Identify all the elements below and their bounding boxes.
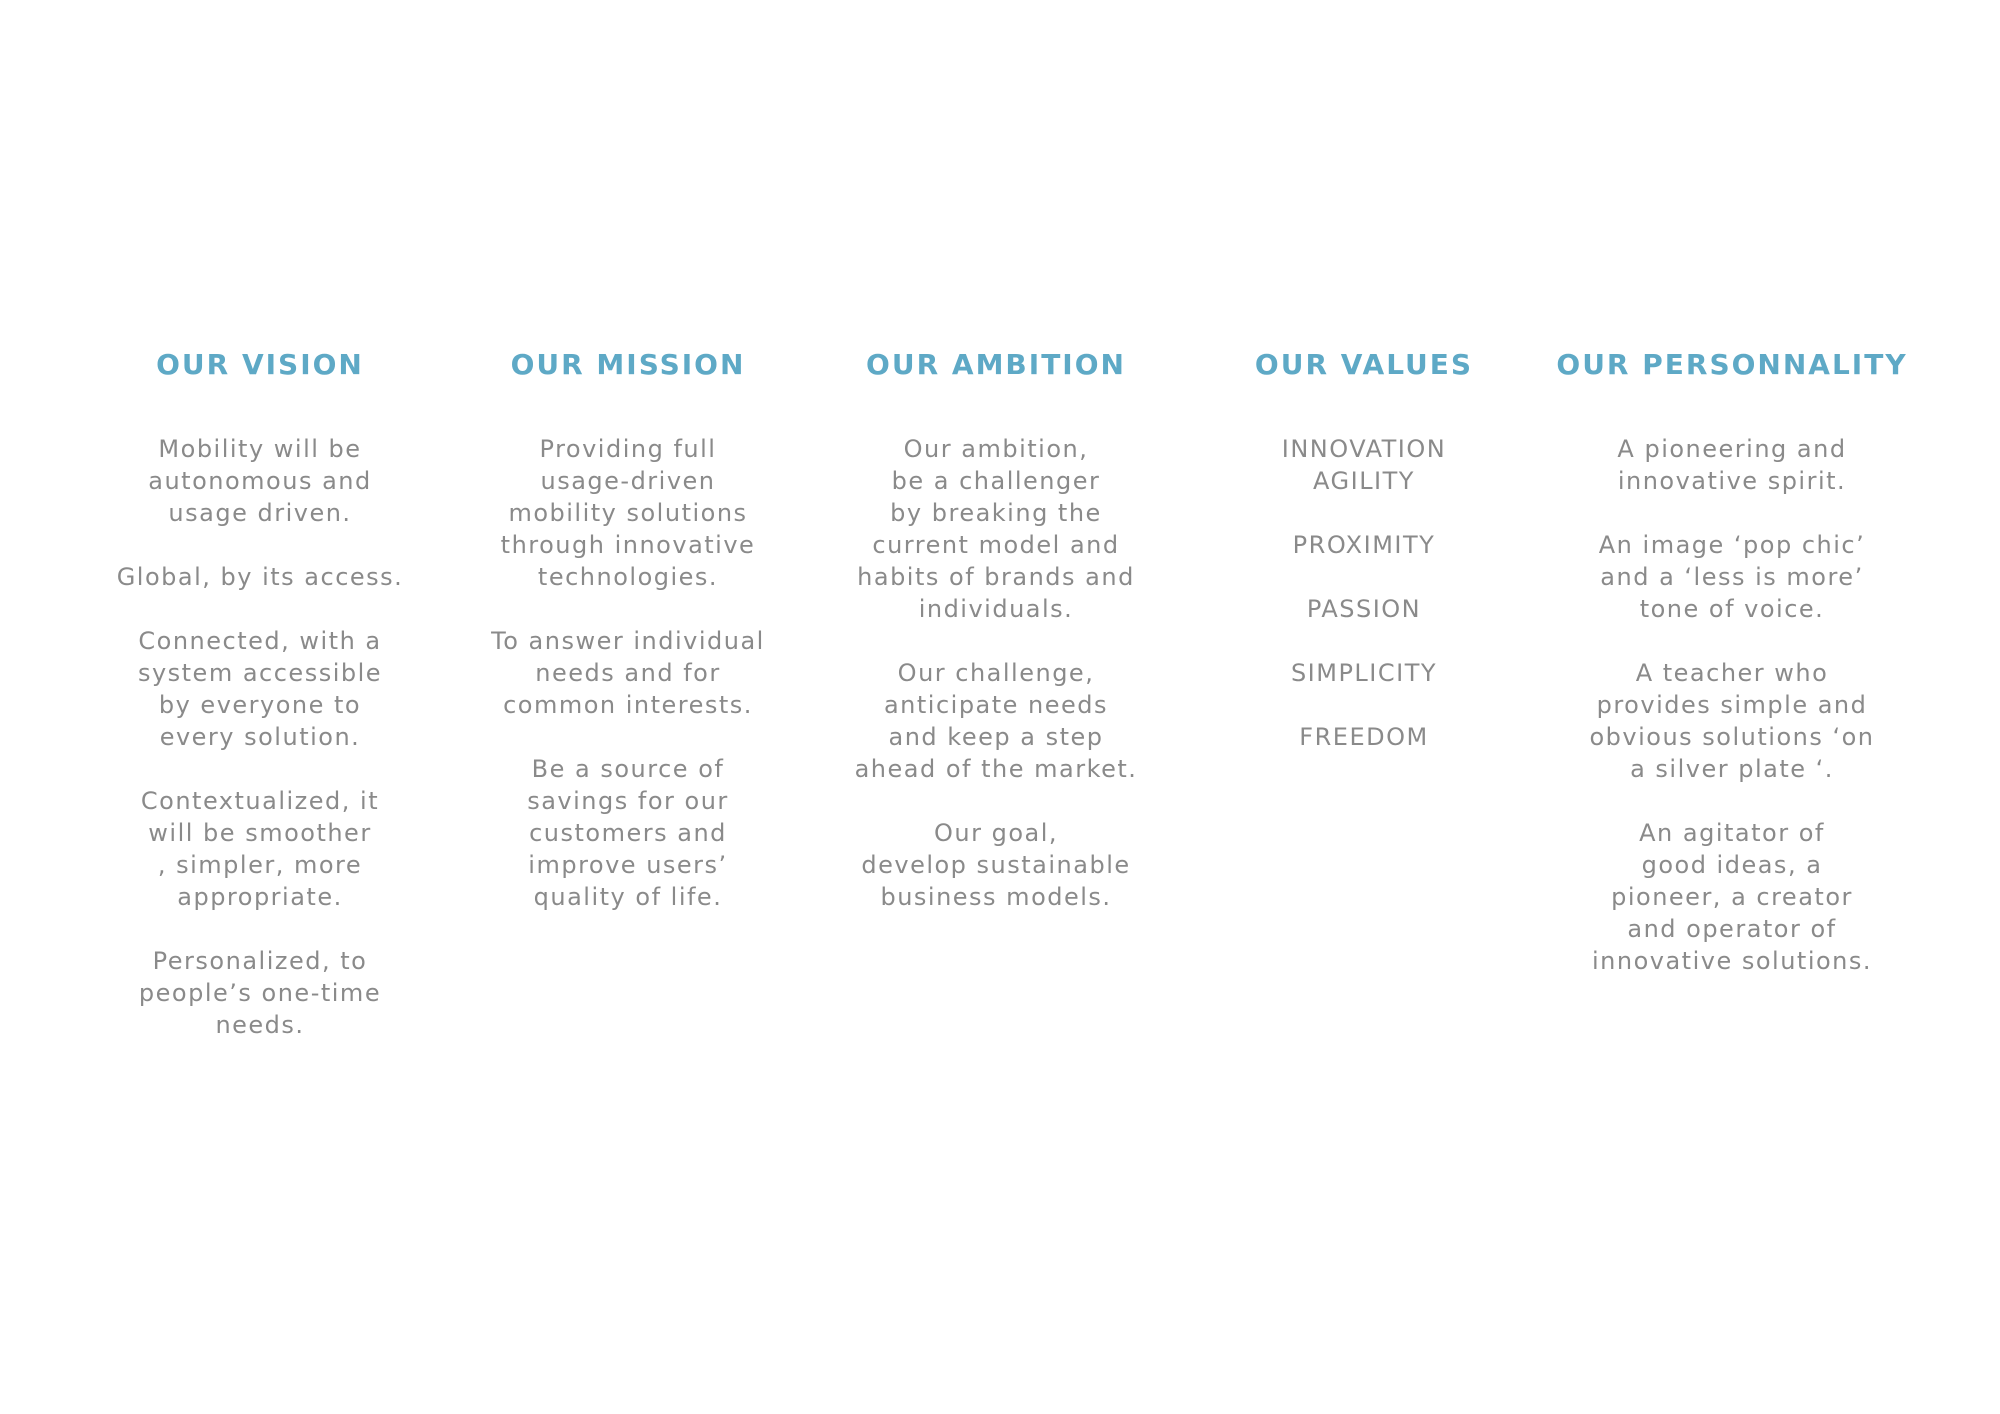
value-item: INNOVATION xyxy=(1281,435,1447,463)
column-vision xyxy=(80,345,440,1041)
values-paragraph xyxy=(1184,529,1544,561)
text-line: Connected, with a xyxy=(138,627,382,655)
text-line: Mobility will be xyxy=(158,435,362,463)
text-line: and a ‘less is more’ xyxy=(1600,563,1864,591)
values-text xyxy=(1184,433,1544,753)
text-line: common interests. xyxy=(503,691,753,719)
text-line: innovative spirit. xyxy=(1617,467,1847,495)
text-line: and operator of xyxy=(1627,915,1837,943)
text-line: obvious solutions ‘on xyxy=(1589,723,1875,751)
mission-paragraph xyxy=(448,753,808,913)
personality-paragraph xyxy=(1552,529,1912,625)
text-line: To answer individual xyxy=(491,627,765,655)
mission-paragraph xyxy=(448,433,808,593)
text-line: habits of brands and xyxy=(857,563,1135,591)
column-ambition xyxy=(816,345,1176,913)
vision-text xyxy=(80,433,440,1041)
text-line: savings for our xyxy=(527,787,729,815)
text-line: a silver plate ‘. xyxy=(1630,755,1834,783)
personality-paragraph xyxy=(1552,817,1912,977)
value-item: PASSION xyxy=(1306,595,1422,623)
text-line: usage-driven xyxy=(540,467,716,495)
text-line: Our ambition, xyxy=(903,435,1089,463)
mission-text xyxy=(448,433,808,913)
text-line: , simpler, more xyxy=(157,851,363,879)
text-line: An image ‘pop chic’ xyxy=(1598,531,1866,559)
text-line: through innovative xyxy=(500,531,756,559)
ambition-paragraph xyxy=(816,817,1176,913)
text-line: pioneer, a creator xyxy=(1611,883,1853,911)
vision-paragraph xyxy=(80,433,440,529)
ambition-heading: OUR AMBITION xyxy=(866,348,1126,381)
vision-paragraph xyxy=(80,561,440,593)
text-line: An agitator of xyxy=(1639,819,1825,847)
column-values xyxy=(1184,345,1544,753)
text-line: by breaking the xyxy=(890,499,1102,527)
text-line: business models. xyxy=(880,883,1112,911)
text-line: mobility solutions xyxy=(508,499,748,527)
text-line: Our challenge, xyxy=(897,659,1095,687)
personality-paragraph xyxy=(1552,657,1912,785)
text-line: by everyone to xyxy=(158,691,362,719)
values-heading: OUR VALUES xyxy=(1254,348,1474,381)
value-item: FREEDOM xyxy=(1299,723,1429,751)
text-line: system accessible xyxy=(137,659,383,687)
text-line: Contextualized, it xyxy=(140,787,380,815)
vision-paragraph xyxy=(80,625,440,753)
text-line: quality of life. xyxy=(533,883,723,911)
text-line: appropriate. xyxy=(177,883,343,911)
text-line: A pioneering and xyxy=(1617,435,1847,463)
text-line: be a challenger xyxy=(891,467,1101,495)
personality-paragraph xyxy=(1552,433,1912,497)
text-line: innovative solutions. xyxy=(1591,947,1873,975)
text-line: will be smoother xyxy=(148,819,372,847)
text-line: individuals. xyxy=(918,595,1074,623)
column-mission xyxy=(448,345,808,913)
text-line: tone of voice. xyxy=(1639,595,1825,623)
text-line: good ideas, a xyxy=(1641,851,1823,879)
text-line: current model and xyxy=(872,531,1120,559)
value-item: AGILITY xyxy=(1313,467,1415,495)
mission-heading: OUR MISSION xyxy=(510,348,746,381)
text-line: Personalized, to xyxy=(152,947,368,975)
personality-text xyxy=(1552,433,1912,977)
vision-paragraph xyxy=(80,785,440,913)
text-line: autonomous and xyxy=(148,467,372,495)
mission-paragraph xyxy=(448,625,808,721)
text-line: people’s one-time xyxy=(138,979,382,1007)
text-line: every solution. xyxy=(159,723,361,751)
text-line: Global, by its access. xyxy=(116,563,404,591)
ambition-paragraph xyxy=(816,433,1176,625)
value-item: SIMPLICITY xyxy=(1290,659,1438,687)
text-line: needs and for xyxy=(535,659,721,687)
values-paragraph xyxy=(1184,657,1544,689)
text-line: needs. xyxy=(215,1011,305,1039)
text-line: technologies. xyxy=(537,563,719,591)
text-line: and keep a step xyxy=(888,723,1104,751)
column-personality xyxy=(1552,345,1912,977)
text-line: Providing full xyxy=(539,435,717,463)
vision-paragraph xyxy=(80,945,440,1041)
text-line: develop sustainable xyxy=(861,851,1131,879)
ambition-paragraph xyxy=(816,657,1176,785)
text-line: usage driven. xyxy=(168,499,352,527)
values-paragraph xyxy=(1184,721,1544,753)
values-paragraph xyxy=(1184,433,1544,497)
values-paragraph xyxy=(1184,593,1544,625)
text-line: A teacher who xyxy=(1635,659,1829,687)
text-line: ahead of the market. xyxy=(854,755,1138,783)
text-line: anticipate needs xyxy=(883,691,1109,719)
ambition-text xyxy=(816,433,1176,913)
text-line: provides simple and xyxy=(1596,691,1868,719)
text-line: customers and xyxy=(529,819,727,847)
text-line: improve users’ xyxy=(528,851,728,879)
personality-heading: OUR PERSONNALITY xyxy=(1556,348,1908,381)
value-item: PROXIMITY xyxy=(1292,531,1436,559)
vision-heading: OUR VISION xyxy=(156,348,364,381)
text-line: Be a source of xyxy=(531,755,725,783)
text-line: Our goal, xyxy=(933,819,1059,847)
